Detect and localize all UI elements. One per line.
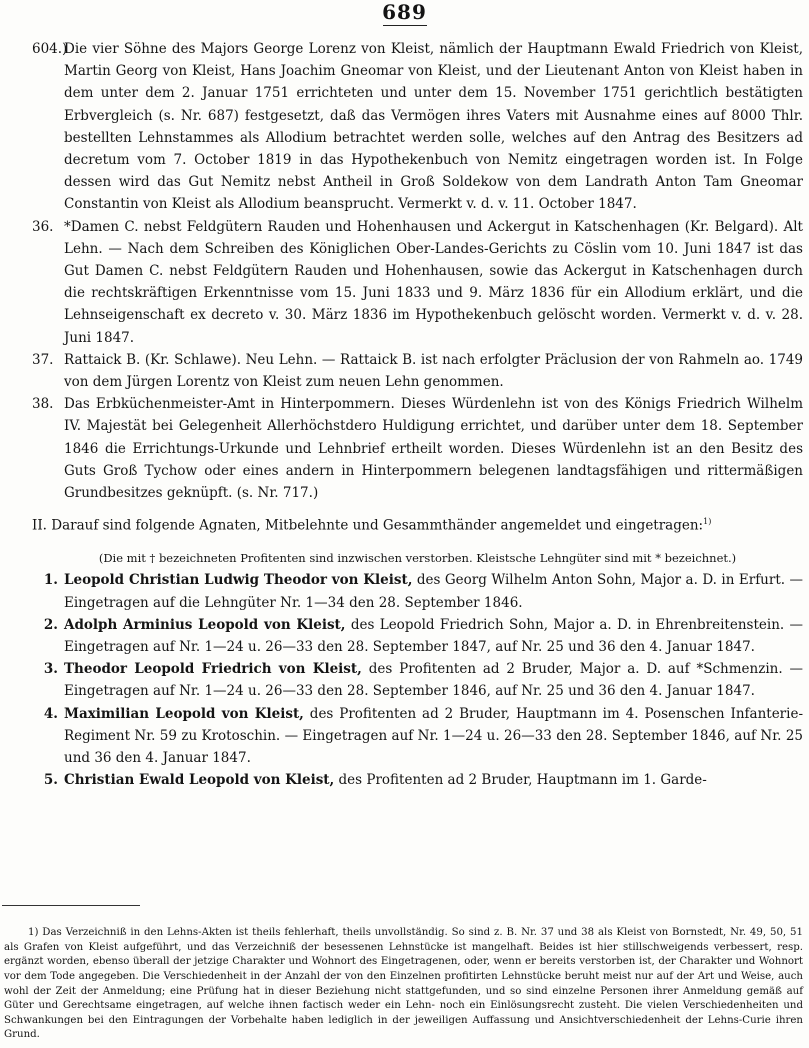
person-text: des Profitenten ad 2 Bruder, Major a. D. auf *Schmenzin. — Eingetragen auf Nr. 1—24 u. 26—33 den 28. September 1846, auf Nr. 25 und 36 den 4. Januar 1847.: [64, 661, 803, 700]
person-entry-5: [32, 769, 803, 791]
person-name: Leopold Christian Ludwig Theodor von Kleist,: [64, 572, 413, 589]
entry-604-continued: [32, 38, 803, 216]
person-entry-2: [32, 614, 803, 658]
person-name: Maximilian Leopold von Kleist,: [64, 705, 304, 722]
person-entry-3: [32, 658, 803, 702]
entry-text: Rattaick B. (Kr. Schlawe). Neu Lehn. — Rattaick B. ist nach erfolgter Präclusion der von Rahmeln ao. 1749 von dem Jürgen Lorentz von Kleist zum neuen Lehn genommen.: [64, 351, 803, 391]
entry-number: 36.: [32, 218, 54, 235]
entry-number: 604.): [32, 41, 68, 57]
entry-text: *Damen C. nebst Feldgütern Rauden und Hohenhausen und Ackergut in Katschenhagen (Kr. Belgard). Alt Lehn. — Nach dem Schreiben des Königlichen Ober-Landes-Gerichts zu Cöslin vom 10. Juni 1847 ist das Gut Damen C. nebst Feldgütern Rauden und Hohenhausen, sowie das Ackergut in Katschenhagen durch die rechtskräftigen Erkenntnisse vom 15. Juni 1833 und 9. März 1836 für ein Allodium erklärt, und die Lehnseigenschaft ex decreto v. 30. März 1836 im Hypothekenbuch gelöscht worden. Vermerkt v. d. v. 28. Juni 1847.: [64, 218, 803, 346]
footnote: 1) Das Verzeichniß in den Lehns-Akten ist theils fehlerhaft, theils unvollständig. So sind z. B. Nr. 37 und 38 als Kleist von Bornstedt, Nr. 49, 50, 51 als Grafen von Kleist aufgeführt, und das Verzeichniß der besessenen Lehnstücke ist mangelhaft. Beides ist hier stillschweigends verbessert, resp. ergänzt worden, ebenso überall der jetzige Charakter und Wohnort des Eingetragenen, oder, wenn er bereits verstorben ist, der Charakter und Wohnort vor dem Tode angegeben. Die Verschiedenheit in der Anzahl der von den Einzelnen profitirten Lehnstücke beruht meist nur auf der Art und Weise, auch wohl der Zeit der Anmeldung; eine Prüfung hat in dieser Beziehung nicht stattgefunden, und so sind einzelne Personen ihrer Anmeldung gemäß auf Güter und Gerechtsame eingetragen, auf welche ihnen factisch weder ein Lehn- noch ein Einlösungsrecht zusteht. Die vielen Verschiedenheiten und Schwankungen bei den Eintragungen der Vorbehalte haben lediglich in der jeweiligen Auffassung und Ansichtverschiedenheit der Lehns-Curie ihren Grund.: [4, 927, 803, 1041]
person-number: 1.: [43, 572, 58, 589]
person-name: Theodor Leopold Friedrich von Kleist,: [64, 661, 362, 678]
entry-37: [32, 349, 803, 393]
entry-38: [32, 393, 803, 504]
person-entry-4: [32, 703, 803, 770]
section-number: II.: [32, 517, 47, 534]
entry-number: 38.: [32, 396, 54, 413]
person-name: Christian Ewald Leopold von Kleist,: [64, 772, 335, 789]
person-number: 2.: [43, 616, 58, 633]
entry-text: Das Erbküchenmeister-Amt in Hinterpommern. Dieses Würdenlehn ist von des Königs Friedrich Wilhelm IV. Majestät bei Gelegenheit Allerhöchstdero Huldigung errichtet, und darüber unter dem 18. September 1846 die Errichtungs-Urkunde und Lehnbrief ertheilt worden. Dieses Würdenlehn ist an den Besitz des Guts Groß Tychow oder eines andern in Hinterpommern belegenen landtagsfähigen und rittermäßigen Grundbesitzes geknüpft. (s. Nr. 717.): [64, 396, 803, 502]
section-text: Darauf sind folgende Agnaten, Mitbelehnte und Gesammthänder angemeldet und eingetragen:: [51, 517, 704, 534]
page-number: 689: [0, 0, 809, 26]
entry-36: [32, 216, 803, 349]
person-number: 5.: [43, 772, 58, 789]
person-number: 3.: [43, 661, 58, 678]
person-entry-1: [32, 569, 803, 613]
person-number: 4.: [43, 705, 58, 722]
person-name: Adolph Arminius Leopold von Kleist,: [64, 616, 346, 633]
person-text: des Georg Wilhelm Anton Sohn, Major a. D. in Erfurt. — Eingetragen auf die Lehngüter Nr. 1—34 den 28. September 1846.: [64, 572, 803, 611]
main-text: [32, 38, 803, 792]
person-text: des Profitenten ad 2 Bruder, Hauptmann im 1. Garde-: [338, 772, 707, 789]
entry-number: 37.: [32, 351, 54, 368]
section-note: (Die mit † bezeichneten Profitenten sind inzwischen verstorben. Kleistsche Lehngüter sind mit * bezeichnet.): [98, 551, 737, 566]
person-text: des Profitenten ad 2 Bruder, Hauptmann im 4. Posenschen Infanterie-Regiment Nr. 59 zu Krotoschin. — Eingetragen auf Nr. 1—24 u. 26—33 den 28. September 1846, auf Nr. 25 und 36 den 4. Januar 1847.: [64, 705, 804, 767]
entry-text: Die vier Söhne des Majors George Lorenz von Kleist, nämlich der Hauptmann Ewald Friedrich von Kleist, Martin Georg von Kleist, Hans Joachim Gneomar von Kleist, und der Lieutenant Anton von Kleist haben in dem unter dem 2. Januar 1751 errichteten und unter dem 15. November 1751 gerichtlich bestätigten Erbvergleich (s. Nr. 687) festgesetzt, daß das Vermögen ihres Vaters mit Ausnahme eines auf 8000 Thlr. bestellten Lehnstammes als Allodium betrachtet werden solle, welches auf den Antrag des Besitzers ad decretum vom 7. October 1819 in das Hypothekenbuch von Nemitz eingetragen worden ist. In Folge dessen wird das Gut Nemitz nebst Antheil in Groß Soldekow von dem Landrath Anton Tam Gneomar Constantin von Kleist als Allodium beansprucht. Vermerkt v. d. v. 11. October 1847.: [64, 41, 803, 213]
section-ii-heading: [32, 511, 803, 537]
person-text: des Leopold Friedrich Sohn, Major a. D. in Ehrenbreitenstein. — Eingetragen auf Nr. 1—24 u. 26—33 den 28. September 1847, auf Nr. 25 und 36 den 4. Januar 1847.: [64, 616, 804, 656]
footnote-divider: [2, 905, 140, 906]
footnote-marker: 1): [703, 517, 712, 527]
